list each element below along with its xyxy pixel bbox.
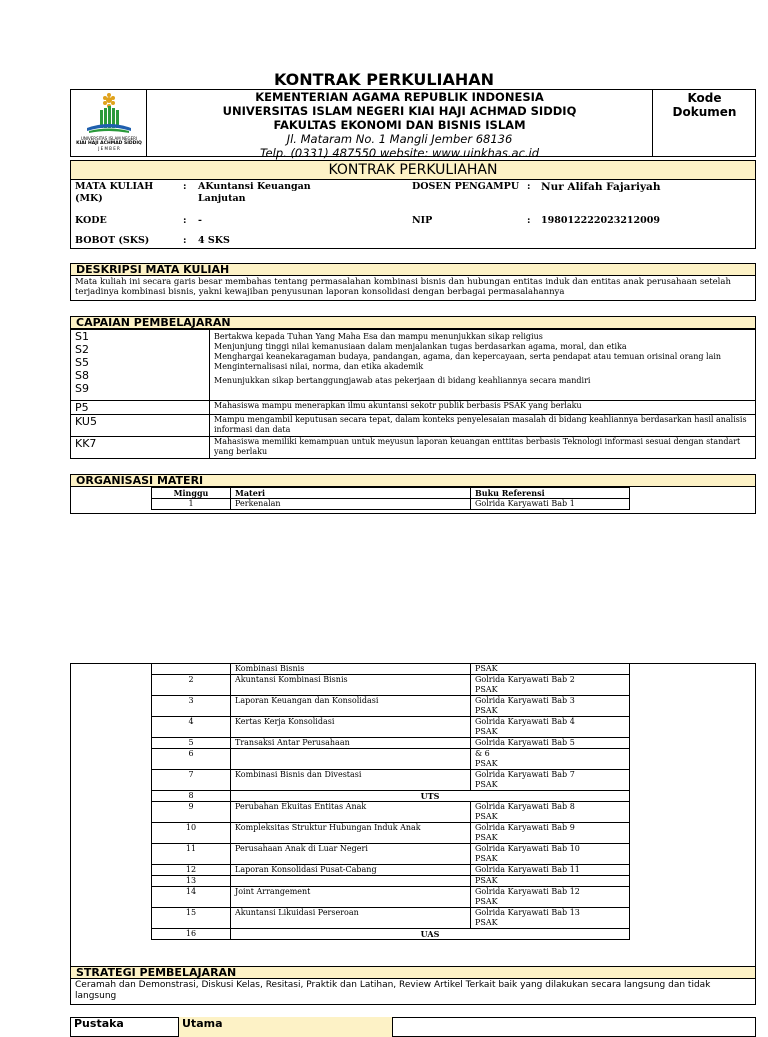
minggu-cell: 16 <box>152 929 231 940</box>
ref-line: Golrida Karyawati Bab 11 <box>475 865 580 874</box>
ref-line-2: PSAK <box>475 780 498 789</box>
materi-cell: Kertas Kerja Konsolidasi <box>231 717 471 738</box>
ref-cell <box>471 749 630 770</box>
table-row <box>70 802 630 823</box>
organisasi-header: ORGANISASI MATERI <box>70 474 756 487</box>
row1-ref: Golrida Karyawati Bab 1 <box>471 499 630 510</box>
nip-value: 198012222023212009 <box>541 215 660 226</box>
minggu-cell: 10 <box>152 823 231 844</box>
minggu-cell: 13 <box>152 876 231 887</box>
ref-line-2: PSAK <box>475 812 498 821</box>
ref-cell <box>471 696 630 717</box>
desc-kk7: Mahasiswa memiliki kemampuan untuk meyusun laporan keuangan enttitas berbasis Teknologi informasi sesuai dengan standart yang berlaku <box>210 437 756 459</box>
code-kk7: KK7 <box>71 437 210 459</box>
organisasi-continued-table <box>70 663 630 940</box>
table-row <box>70 749 630 770</box>
pustaka-utama: Utama <box>178 1017 393 1037</box>
minggu-cell: 15 <box>152 908 231 929</box>
row1-minggu: 1 <box>152 499 231 510</box>
col-minggu: Minggu <box>152 488 231 499</box>
deskripsi-text: Mata kuliah ini secara garis besar membahas tentang permasalahan kombinasi bisnis dan hubungan entitas induk dan entitas anak perusahaan setelah terjadinya kombinasi bisnis, yakni kewajiban penyusunan laporan konsolidasi dengan berbagai permasalahannya <box>70 276 756 301</box>
ref-cell <box>471 770 630 791</box>
address: Jl. Mataram No. 1 Mangli Jember 68136 <box>286 132 513 146</box>
ref-line: Golrida Karyawati Bab 8 <box>475 802 575 811</box>
sikap-codes <box>71 330 210 401</box>
code-s8: S8 <box>75 369 89 382</box>
ref-cell <box>471 887 630 908</box>
exam-cell: UTS <box>231 791 630 802</box>
contact-line: Telp. (0331) 487550 website: www.uinkhas.ac.id <box>259 146 540 160</box>
dosen-colon: : <box>527 181 531 192</box>
desc-s1: Bertakwa kepada Tuhan Yang Maha Esa dan mampu menunjukkan sikap religius <box>214 332 543 341</box>
dosen-label: DOSEN PENGAMPU <box>412 181 520 192</box>
table-row <box>70 791 630 802</box>
ref-line-2: PSAK <box>475 897 498 906</box>
pustaka-box <box>70 1017 756 1037</box>
minggu-cell <box>152 664 231 675</box>
minggu-cell: 9 <box>152 802 231 823</box>
exam-cell: UAS <box>231 929 630 940</box>
code-p5: P5 <box>71 401 210 415</box>
mk-label-abbr: (MK) <box>75 193 103 204</box>
ref-cell <box>471 717 630 738</box>
code-s2: S2 <box>75 343 89 356</box>
ref-line: Golrida Karyawati Bab 13 <box>475 908 580 917</box>
ref-cell <box>471 823 630 844</box>
materi-cell <box>231 876 471 887</box>
ref-cell <box>471 876 630 887</box>
kode-value: - <box>198 215 202 226</box>
dosen-value: Nur Alifah Fajariyah <box>541 181 661 193</box>
ref-line-2: PSAK <box>475 854 498 863</box>
page-title: KONTRAK PERKULIAHAN <box>273 70 495 89</box>
ref-cell <box>471 844 630 865</box>
materi-cell: Kombinasi Bisnis dan Divestasi <box>231 770 471 791</box>
ref-line-2: PSAK <box>475 685 498 694</box>
kode-colon: : <box>183 215 187 226</box>
capaian-table <box>70 329 756 459</box>
code-s5: S5 <box>75 356 89 369</box>
minggu-cell: 11 <box>152 844 231 865</box>
minggu-cell: 14 <box>152 887 231 908</box>
ref-line-2: PSAK <box>475 706 498 715</box>
mk-value-line2: Lanjutan <box>198 193 246 204</box>
ref-line: Golrida Karyawati Bab 2 <box>475 675 575 684</box>
desc-p5: Mahasiswa mampu menerapkan ilmu akuntansi sekotr publik berbasis PSAK yang berlaku <box>210 401 756 415</box>
code-s9: S9 <box>75 382 89 395</box>
mk-label: MATA KULIAH <box>75 181 154 192</box>
table-row <box>70 908 630 929</box>
faculty-name: FAKULTAS EKONOMI DAN BISNIS ISLAM <box>273 118 526 132</box>
desc-s8: Menginternalisasi nilai, norma, dan etika akademik <box>214 362 424 371</box>
ref-line: Golrida Karyawati Bab 4 <box>475 717 575 726</box>
mk-colon: : <box>183 181 187 192</box>
desc-ku5: Mampu mengambil keputusan secara tepat, dalam konteks penyelesaian masalah di bidang keahliannya berdasarkan hasil analisis informasi dan data <box>210 415 756 437</box>
materi-cell: Akuntansi Kombinasi Bisnis <box>231 675 471 696</box>
deskripsi-header: DESKRIPSI MATA KULIAH <box>70 263 756 276</box>
university-name: UNIVERSITAS ISLAM NEGERI KIAI HAJI ACHMAD SIDDIQ <box>222 104 577 118</box>
capaian-header: CAPAIAN PEMBELAJARAN <box>70 316 756 329</box>
ref-cell <box>471 738 630 749</box>
ministry-name: KEMENTERIAN AGAMA REPUBLIK INDONESIA <box>255 90 544 104</box>
desc-s2: Menjunjung tinggi nilai kemanusiaan dalam menjalankan tugas berdasarkan agama, moral, dan etika <box>214 342 627 351</box>
strategi-header: STRATEGI PEMBELAJARAN <box>70 966 756 979</box>
minggu-cell: 5 <box>152 738 231 749</box>
table-row <box>70 675 630 696</box>
ref-line-2: PSAK <box>475 727 498 736</box>
table-row <box>70 664 630 675</box>
table-row <box>70 865 630 876</box>
organisasi-table <box>70 487 630 510</box>
minggu-cell: 6 <box>152 749 231 770</box>
institution-block <box>147 90 652 160</box>
desc-s5: Menghargai keanekaragaman budaya, pandangan, agama, dan kepercayaan, serta pendapat atau temuan orisinal orang lain <box>214 352 722 361</box>
table-row <box>70 770 630 791</box>
logo-text-2: KIAI HAJI ACHMAD SIDDIQ <box>76 141 142 146</box>
strategi-text: Ceramah dan Demonstrasi, Diskusi Kelas, Resitasi, Praktik dan Latihan, Review Artikel Terkait baik yang dilakukan secara langsung dan tidak langsung <box>70 979 756 1005</box>
ref-line: Golrida Karyawati Bab 12 <box>475 887 580 896</box>
materi-cell: Akuntansi Likuidasi Perseroan <box>231 908 471 929</box>
kode-label: KODE <box>75 215 107 226</box>
kode-label: Kode <box>687 91 722 105</box>
ref-line: PSAK <box>475 664 498 673</box>
minggu-cell: 4 <box>152 717 231 738</box>
table-row <box>70 876 630 887</box>
ref-cell <box>471 865 630 876</box>
table-row <box>70 929 630 940</box>
sikap-descriptions <box>210 330 756 401</box>
ref-cell <box>471 675 630 696</box>
kode-dokumen-cell <box>652 89 756 157</box>
ref-line: Golrida Karyawati Bab 10 <box>475 844 580 853</box>
col-materi: Materi <box>231 488 471 499</box>
materi-cell: Transaksi Antar Perusahaan <box>231 738 471 749</box>
ref-line: Golrida Karyawati Bab 3 <box>475 696 575 705</box>
ref-line-2: PSAK <box>475 759 498 768</box>
table-row <box>70 738 630 749</box>
pustaka-label: Pustaka <box>74 1017 124 1030</box>
ref-line: Golrida Karyawati Bab 7 <box>475 770 575 779</box>
nip-label: NIP <box>412 215 433 226</box>
table-row <box>70 887 630 908</box>
minggu-cell: 8 <box>152 791 231 802</box>
materi-cell: Laporan Keuangan dan Konsolidasi <box>231 696 471 717</box>
table-row <box>70 823 630 844</box>
row1-materi: Perkenalan <box>231 499 471 510</box>
materi-cell: Kombinasi Bisnis <box>231 664 471 675</box>
minggu-cell: 12 <box>152 865 231 876</box>
dokumen-label: Dokumen <box>672 105 737 119</box>
university-logo <box>71 90 147 156</box>
ref-cell <box>471 664 630 675</box>
bobot-colon: : <box>183 235 187 246</box>
logo-text-1: UNIVERSITAS ISLAM NEGERI <box>80 136 138 141</box>
ref-line: PSAK <box>475 876 498 885</box>
table-row <box>70 696 630 717</box>
logo-text-3: J E M B E R <box>98 146 120 151</box>
ref-cell <box>471 908 630 929</box>
table-row <box>70 844 630 865</box>
materi-cell: Perubahan Ekuitas Entitas Anak <box>231 802 471 823</box>
bobot-label: BOBOT (SKS) <box>75 235 150 246</box>
col-ref: Buku Referensi <box>471 488 630 499</box>
minggu-cell: 7 <box>152 770 231 791</box>
materi-cell: Laporan Konsolidasi Pusat-Cabang <box>231 865 471 876</box>
mk-value: AKuntansi Keuangan <box>198 181 311 192</box>
bobot-value: 4 SKS <box>198 235 230 246</box>
code-s1: S1 <box>75 330 89 343</box>
minggu-cell: 2 <box>152 675 231 696</box>
materi-cell: Kompleksitas Struktur Hubungan Induk Anak <box>231 823 471 844</box>
table-row <box>70 717 630 738</box>
ref-line-2: PSAK <box>475 918 498 927</box>
desc-s9: Menunjukkan sikap bertanggungjawab atas pekerjaan di bidang keahliannya secara mandiri <box>214 376 591 385</box>
materi-cell: Joint Arrangement <box>231 887 471 908</box>
code-ku5: KU5 <box>71 415 210 437</box>
ref-line: Golrida Karyawati Bab 5 <box>475 738 575 747</box>
ref-line-2: PSAK <box>475 833 498 842</box>
course-info <box>70 179 756 249</box>
nip-colon: : <box>527 215 531 226</box>
ref-line: & 6 <box>475 749 490 758</box>
kontrak-bar: KONTRAK PERKULIAHAN <box>70 160 756 180</box>
materi-cell: Perusahaan Anak di Luar Negeri <box>231 844 471 865</box>
ref-line: Golrida Karyawati Bab 9 <box>475 823 575 832</box>
ref-cell <box>471 802 630 823</box>
materi-cell <box>231 749 471 770</box>
minggu-cell: 3 <box>152 696 231 717</box>
